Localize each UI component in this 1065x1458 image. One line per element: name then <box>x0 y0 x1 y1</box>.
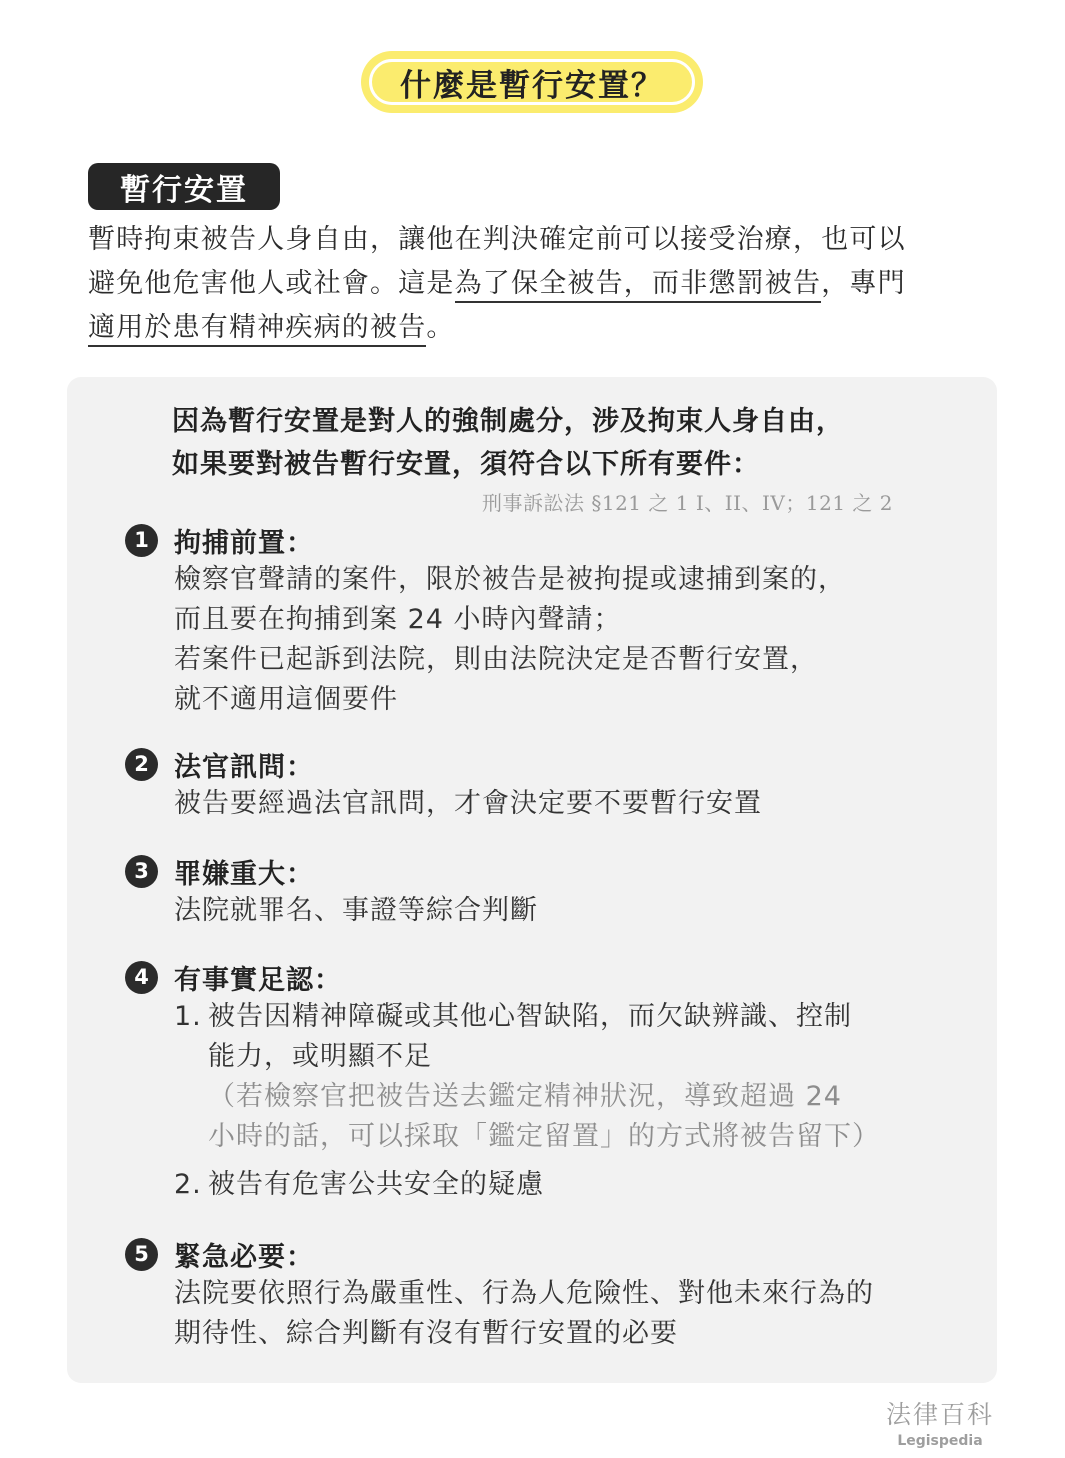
logo-chinese: 法律百科 <box>885 1400 994 1429</box>
underlined-phrase: 適用於患有精神疾病的被告 <box>88 312 426 347</box>
number-badge: 3 <box>125 855 158 888</box>
requirement-line: 被告因精神障礙或其他心智缺陷，而欠缺辨識、控制 <box>208 1001 852 1032</box>
note-line: （若檢察官把被告送去鑑定精神狀況，導致超過 24 <box>208 1081 842 1112</box>
requirement-body <box>174 1274 955 1354</box>
note-line: 小時的話，可以採取「鑑定留置」的方式將被告留下） <box>208 1121 880 1152</box>
requirement-line: 法院就罪名、事證等綜合判斷 <box>174 895 538 926</box>
requirement-title: 有事實足認： <box>174 964 342 996</box>
intro-line: 因為暫行安置是對人的強制處分，涉及拘束人身自由， <box>172 406 844 437</box>
requirement-line: 期待性、綜合判斷有沒有暫行安置的必要 <box>174 1318 678 1349</box>
requirement-body <box>174 997 955 1205</box>
logo-english: Legispedia <box>897 1433 983 1449</box>
requirement-body <box>174 784 955 824</box>
number-badge: 5 <box>125 1238 158 1271</box>
definition-segment: ，專門 <box>821 268 906 299</box>
requirement-item <box>125 520 955 720</box>
title-banner <box>361 51 703 113</box>
sub-list-number: 2. <box>174 1169 202 1200</box>
definition-text <box>88 218 988 350</box>
page-title: 什麼是暫行安置？ <box>369 59 695 105</box>
requirement-line: 若案件已起訴到法院，則由法院決定是否暫行安置， <box>174 644 818 675</box>
requirement-line: 被告有危害公共安全的疑慮 <box>208 1169 544 1200</box>
sub-list-item <box>174 997 955 1157</box>
requirement-body <box>174 891 955 931</box>
requirement-line: 而且要在拘捕到案 24 小時內聲請； <box>174 604 622 635</box>
sub-list-text <box>208 997 880 1157</box>
number-badge: 2 <box>125 748 158 781</box>
sub-list-item <box>174 1165 955 1205</box>
number-badge: 1 <box>125 524 158 557</box>
definition-segment: 避免他危害他人或社會。這是 <box>88 268 455 299</box>
requirement-item <box>125 1234 955 1354</box>
requirement-line: 法院要依照行為嚴重性、行為人危險性、對他未來行為的 <box>174 1278 874 1309</box>
underlined-phrase: 為了保全被告，而非懲罰被告 <box>455 268 822 303</box>
number-badge: 4 <box>125 961 158 994</box>
requirement-item <box>125 851 955 931</box>
requirement-title: 緊急必要： <box>174 1241 314 1273</box>
requirement-line: 被告要經過法官訊問，才會決定要不要暫行安置 <box>174 788 762 819</box>
requirement-title: 拘捕前置： <box>174 527 314 559</box>
definition-line: 暫時拘束被告人身自由，讓他在判決確定前可以接受治療，也可以 <box>88 224 906 255</box>
definition-line <box>88 262 988 306</box>
legispedia-logo <box>880 1395 1000 1449</box>
requirement-line: 檢察官聲請的案件，限於被告是被拘提或逮捕到案的， <box>174 564 846 595</box>
definition-segment: 。 <box>426 312 455 343</box>
requirement-line: 就不適用這個要件 <box>174 684 398 715</box>
intro-line: 如果要對被告暫行安置，須符合以下所有要件： <box>172 449 760 480</box>
term-badge: 暫行安置 <box>88 163 280 210</box>
sub-list-text <box>208 1165 544 1205</box>
requirement-body <box>174 560 955 720</box>
requirement-item <box>125 957 955 1205</box>
sub-list-number: 1. <box>174 1001 202 1032</box>
requirement-title: 法官訊問： <box>174 751 314 783</box>
requirement-item <box>125 744 955 824</box>
requirement-line: 能力，或明顯不足 <box>208 1041 432 1072</box>
law-citation: 刑事訴訟法 §121 之 1 I、II、IV；121 之 2 <box>482 491 893 515</box>
definition-line <box>88 306 988 350</box>
requirements-intro <box>172 400 844 486</box>
requirement-title: 罪嫌重大： <box>174 858 314 890</box>
